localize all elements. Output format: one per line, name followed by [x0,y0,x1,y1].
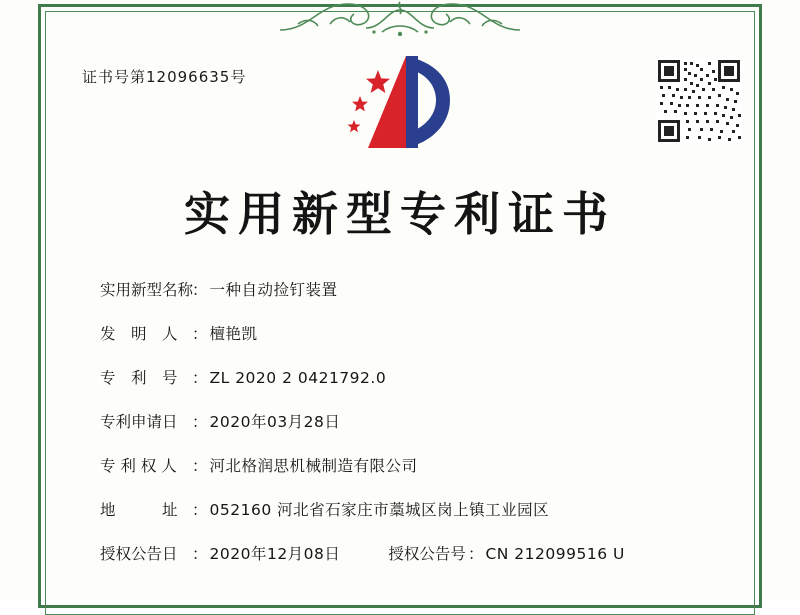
certificate-fields [100,278,730,564]
field-colon: ： [192,281,208,299]
qr-code-icon [656,58,742,144]
field-label-grant-number: 授权公告号 [388,545,466,563]
field-colon: ： [192,545,208,563]
field-application-date [100,410,730,432]
field-label-inventor: 发 明 人 [100,325,178,343]
field-patentee [100,454,730,476]
page-title: 实用新型专利证书 [184,187,616,241]
field-inventor [100,322,730,344]
certificate-number: 证书号第12096635号 [82,68,247,86]
field-value-patent-number: ZL 2020 2 0421792.0 [209,369,387,387]
field-colon: ： [192,325,208,343]
field-label-utility-model-name: 实用新型名称 [100,281,194,299]
field-value-application-date: 2020年03月28日 [209,413,341,431]
field-value-grant-date: 2020年12月08日 [209,545,341,563]
field-label-patent-number: 专 利 号 [100,369,178,387]
field-colon: ： [192,369,208,387]
field-patent-number [100,366,730,388]
field-value-utility-model-name: 一种自动捡钉装置 [209,281,338,299]
field-grant-row [100,542,730,564]
field-label-patentee: 专 利 权 人 [100,457,177,475]
field-label-application-date: 专利申请日 [100,413,178,431]
patent-office-emblem-icon [310,48,490,158]
field-colon: ： [467,545,484,563]
field-colon: ： [192,457,208,475]
field-value-address: 052160 河北省石家庄市藁城区岗上镇工业园区 [209,501,550,519]
field-value-grant-number: CN 212099516 U [485,545,625,563]
field-value-inventor: 檀艳凯 [209,325,258,343]
grant-number-group [388,542,624,564]
field-utility-model-name [100,278,730,300]
field-colon: ： [192,501,208,519]
field-label-address: 地 址 [100,501,178,519]
field-label-grant-date: 授权公告日 [100,545,178,563]
field-colon: ： [192,413,208,431]
field-value-patentee: 河北格润思机械制造有限公司 [209,457,418,475]
field-address [100,498,730,520]
